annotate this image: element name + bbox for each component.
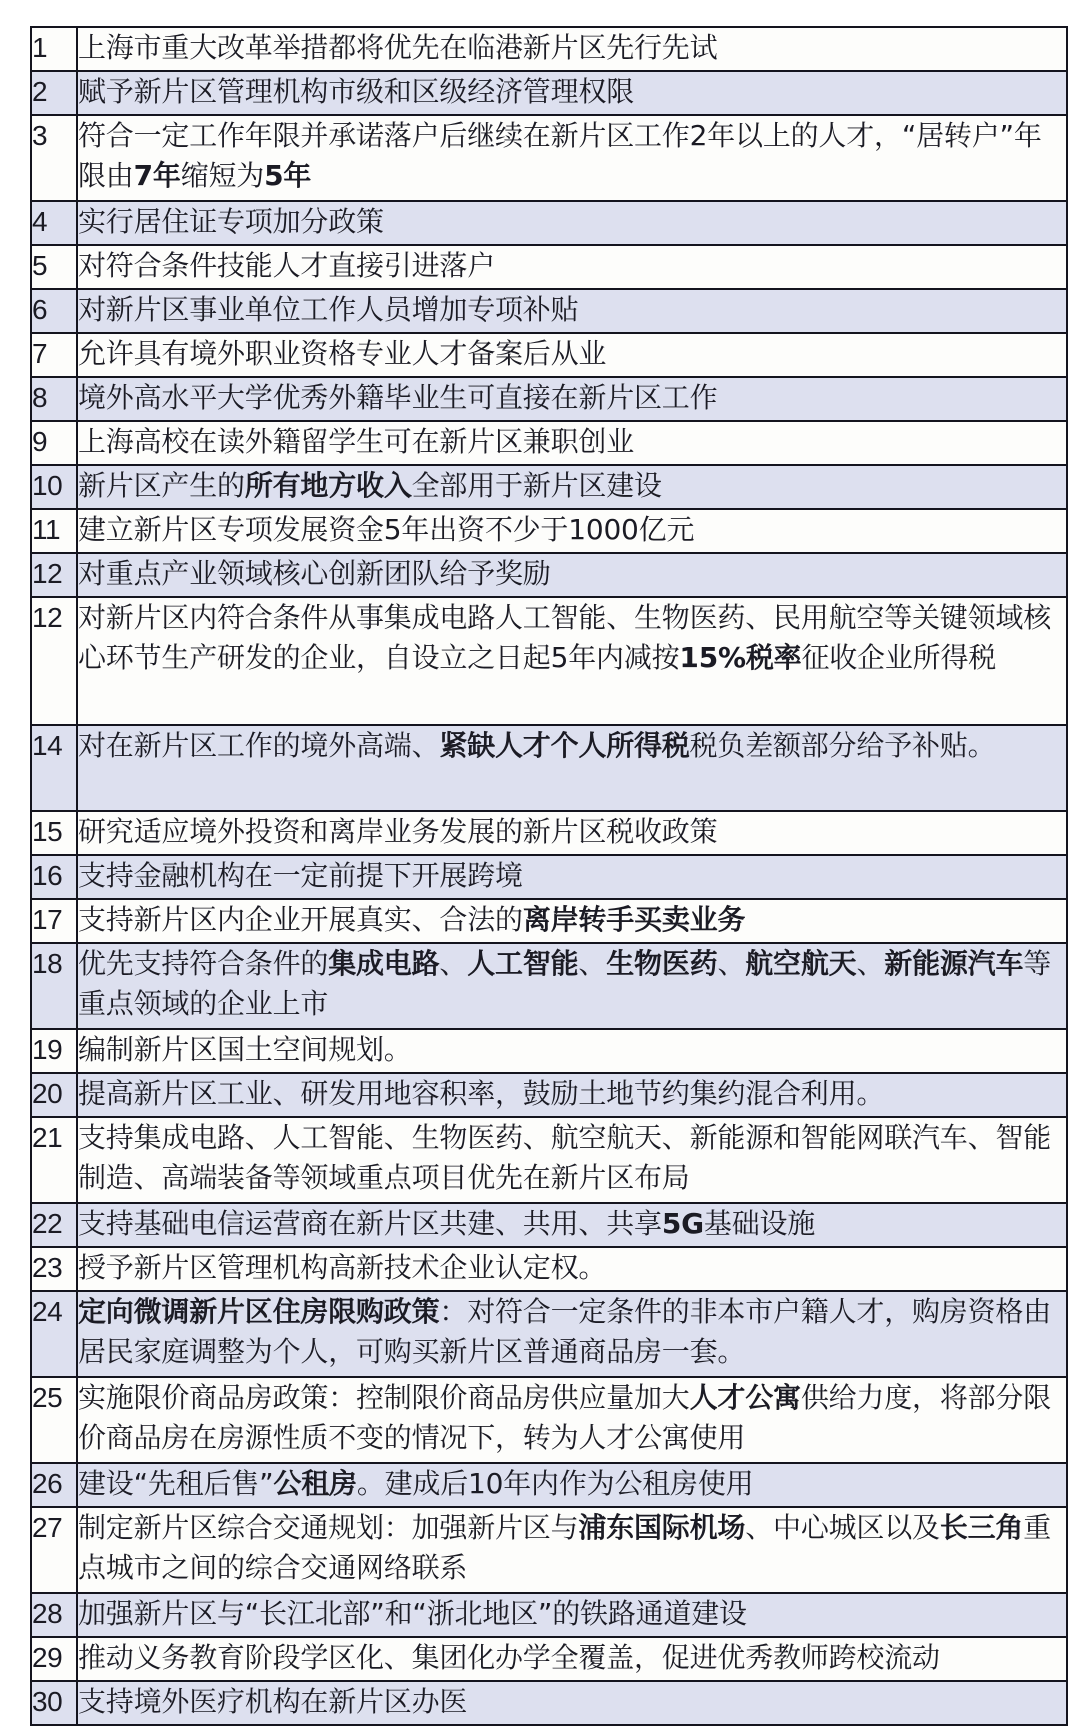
table-row [31, 1377, 1067, 1463]
policy-table-body [31, 27, 1067, 1725]
emphasis-text: 5G [661, 1207, 704, 1240]
row-content-cell [77, 1681, 1067, 1725]
row-index-cell: 12 [31, 597, 77, 725]
emphasis-text: 人工智能 [467, 947, 579, 980]
row-content-cell [77, 1117, 1067, 1203]
body-text: 征收企业所得税 [801, 641, 997, 674]
row-content-cell [77, 811, 1067, 855]
row-index-cell: 16 [31, 855, 77, 899]
table-row [31, 553, 1067, 597]
body-text: 供给力度，将部分限价商品房在房源性质不变的情况下，转为人才公寓使用 [78, 1381, 1052, 1454]
emphasis-text: 5年 [264, 159, 312, 192]
row-index-cell: 21 [31, 1117, 77, 1203]
body-text: 对重点产业领域核心创新团队给予奖励 [78, 557, 551, 590]
body-text: 缩短为 [180, 159, 265, 192]
row-content-cell [77, 1507, 1067, 1593]
row-index-cell: 12 [31, 553, 77, 597]
body-text: 研究适应境外投资和离岸业务发展的新片区税收政策 [78, 815, 718, 848]
body-text: ：对符合一定条件的非本市户籍人才，购房资格由居民家庭调整为个人，可购买新片区普通商品房一套。 [78, 1295, 1052, 1368]
row-index-cell: 8 [31, 377, 77, 421]
emphasis-text: 公租房 [273, 1467, 357, 1500]
table-row [31, 1203, 1067, 1247]
body-text: 对符合条件技能人才直接引进落户 [78, 249, 496, 282]
table-row [31, 1247, 1067, 1291]
row-index-cell: 30 [31, 1681, 77, 1725]
row-index-cell: 17 [31, 899, 77, 943]
body-text: 。建成后10年内作为公租房使用 [356, 1467, 754, 1500]
row-content-cell [77, 597, 1067, 725]
body-text: 支持集成电路、人工智能、生物医药、航空航天、新能源和智能网联汽车、智能制造、高端装备等领域重点项目优先在新片区布局 [78, 1121, 1052, 1194]
row-index-cell: 24 [31, 1291, 77, 1377]
body-text: 基础设施 [703, 1207, 816, 1240]
row-content-cell [77, 71, 1067, 115]
body-text: 建设“先租后售” [78, 1467, 274, 1500]
table-row [31, 1029, 1067, 1073]
row-index-cell: 23 [31, 1247, 77, 1291]
body-text: 编制新片区国土空间规划。 [78, 1033, 412, 1066]
row-index-cell: 2 [31, 71, 77, 115]
row-index-cell: 7 [31, 333, 77, 377]
row-content-cell [77, 1291, 1067, 1377]
table-row [31, 855, 1067, 899]
row-content-cell [77, 245, 1067, 289]
body-text: 支持境外医疗机构在新片区办医 [78, 1685, 468, 1718]
body-text: 制定新片区综合交通规划：加强新片区与 [78, 1511, 579, 1544]
table-row [31, 811, 1067, 855]
emphasis-text: 定向微调新片区住房限购政策 [78, 1295, 440, 1328]
body-text: 支持金融机构在一定前提下开展跨境 [78, 859, 523, 892]
body-text: 支持新片区内企业开展真实、合法的 [78, 903, 523, 936]
row-index-cell: 25 [31, 1377, 77, 1463]
emphasis-text: 浦东国际机场 [578, 1511, 746, 1544]
table-row [31, 943, 1067, 1029]
table-row [31, 1291, 1067, 1377]
row-index-cell: 28 [31, 1593, 77, 1637]
row-content-cell [77, 27, 1067, 71]
row-index-cell: 14 [31, 725, 77, 811]
body-text: 、中心城区以及 [745, 1511, 940, 1544]
body-text: 优先支持符合条件的 [78, 947, 329, 980]
table-row [31, 1507, 1067, 1593]
emphasis-text: 航空航天 [745, 947, 857, 980]
body-text: 赋予新片区管理机构市级和区级经济管理权限 [78, 75, 635, 108]
emphasis-text: 7年 [133, 159, 181, 192]
row-content-cell [77, 201, 1067, 245]
body-text: 、 [439, 947, 468, 980]
body-text: 对在新片区工作的境外高端、 [78, 729, 440, 762]
row-index-cell: 5 [31, 245, 77, 289]
row-content-cell [77, 1637, 1067, 1681]
row-content-cell [77, 465, 1067, 509]
table-row [31, 1463, 1067, 1507]
row-content-cell [77, 855, 1067, 899]
table-row [31, 115, 1067, 201]
table-row [31, 421, 1067, 465]
row-content-cell [77, 115, 1067, 201]
emphasis-text: 所有地方收入 [244, 469, 412, 502]
row-index-cell: 20 [31, 1073, 77, 1117]
row-index-cell: 6 [31, 289, 77, 333]
row-index-cell: 15 [31, 811, 77, 855]
body-text: 全部用于新片区建设 [411, 469, 662, 502]
row-index-cell: 10 [31, 465, 77, 509]
row-index-cell: 11 [31, 509, 77, 553]
body-text: 对新片区内符合条件从事集成电路人工智能、生物医药、民用航空等关键领域核心环节生产研发的企业，自设立之日起5年内减按 [78, 601, 1052, 674]
row-content-cell [77, 1073, 1067, 1117]
body-text: 建立新片区专项发展资金5年出资不少于1000亿元 [78, 513, 695, 546]
table-row [31, 1637, 1067, 1681]
body-text: 实行居住证专项加分政策 [78, 205, 384, 238]
body-text: 支持基础电信运营商在新片区共建、共用、共享 [78, 1207, 662, 1240]
row-content-cell [77, 553, 1067, 597]
body-text: 符合一定工作年限并承诺落户后继续在新片区工作2年以上的人才，“居转户”年限由 [78, 119, 1042, 192]
row-index-cell: 3 [31, 115, 77, 201]
table-row [31, 1593, 1067, 1637]
table-row [31, 27, 1067, 71]
table-row [31, 201, 1067, 245]
table-row [31, 289, 1067, 333]
body-text: 境外高水平大学优秀外籍毕业生可直接在新片区工作 [78, 381, 718, 414]
emphasis-text: 15%税率 [679, 641, 802, 674]
row-content-cell [77, 377, 1067, 421]
row-content-cell [77, 1463, 1067, 1507]
table-row [31, 71, 1067, 115]
row-content-cell [77, 725, 1067, 811]
row-content-cell [77, 1593, 1067, 1637]
row-index-cell: 19 [31, 1029, 77, 1073]
emphasis-text: 生物医药 [606, 947, 718, 980]
row-content-cell [77, 1029, 1067, 1073]
body-text: 新片区产生的 [78, 469, 245, 502]
row-index-cell: 27 [31, 1507, 77, 1593]
body-text: 上海市重大改革举措都将优先在临港新片区先行先试 [78, 31, 718, 64]
body-text: 、 [856, 947, 885, 980]
row-content-cell [77, 289, 1067, 333]
row-index-cell: 26 [31, 1463, 77, 1507]
table-row [31, 245, 1067, 289]
emphasis-text: 离岸转手买卖业务 [522, 903, 746, 936]
table-row [31, 725, 1067, 811]
table-row [31, 1117, 1067, 1203]
row-index-cell: 18 [31, 943, 77, 1029]
body-text: 税负差额部分给予补贴。 [689, 729, 996, 762]
body-text: 、 [717, 947, 746, 980]
table-row [31, 899, 1067, 943]
row-index-cell: 22 [31, 1203, 77, 1247]
row-content-cell [77, 1203, 1067, 1247]
table-row [31, 1073, 1067, 1117]
body-text: 提高新片区工业、研发用地容积率，鼓励土地节约集约混合利用。 [78, 1077, 885, 1110]
row-index-cell: 9 [31, 421, 77, 465]
body-text: 实施限价商品房政策：控制限价商品房供应量加大 [78, 1381, 690, 1414]
row-content-cell [77, 1247, 1067, 1291]
emphasis-text: 集成电路 [328, 947, 440, 980]
body-text: 等重点领域的企业上市 [78, 947, 1052, 1020]
table-row [31, 1681, 1067, 1725]
row-index-cell: 29 [31, 1637, 77, 1681]
table-row [31, 509, 1067, 553]
body-text: 上海高校在读外籍留学生可在新片区兼职创业 [78, 425, 635, 458]
emphasis-text: 人才公寓 [689, 1381, 801, 1414]
row-content-cell [77, 509, 1067, 553]
body-text: 授予新片区管理机构高新技术企业认定权。 [78, 1251, 607, 1284]
body-text: 、 [578, 947, 607, 980]
row-content-cell [77, 333, 1067, 377]
emphasis-text: 长三角 [939, 1511, 1024, 1544]
emphasis-text: 紧缺人才个人所得税 [439, 729, 690, 762]
table-row [31, 597, 1067, 725]
body-text: 允许具有境外职业资格专业人才备案后从业 [78, 337, 607, 370]
emphasis-text: 新能源汽车 [884, 947, 1024, 980]
policy-list-table [30, 26, 1068, 1726]
body-text: 对新片区事业单位工作人员增加专项补贴 [78, 293, 579, 326]
row-content-cell [77, 421, 1067, 465]
table-row [31, 465, 1067, 509]
row-index-cell: 1 [31, 27, 77, 71]
table-row [31, 377, 1067, 421]
row-index-cell: 4 [31, 201, 77, 245]
body-text: 重点城市之间的综合交通网络联系 [78, 1511, 1052, 1584]
body-text: 加强新片区与“长江北部”和“浙北地区”的铁路通道建设 [78, 1597, 747, 1630]
table-row [31, 333, 1067, 377]
row-content-cell [77, 943, 1067, 1029]
body-text: 推动义务教育阶段学区化、集团化办学全覆盖，促进优秀教师跨校流动 [78, 1641, 940, 1674]
row-content-cell [77, 899, 1067, 943]
row-content-cell [77, 1377, 1067, 1463]
